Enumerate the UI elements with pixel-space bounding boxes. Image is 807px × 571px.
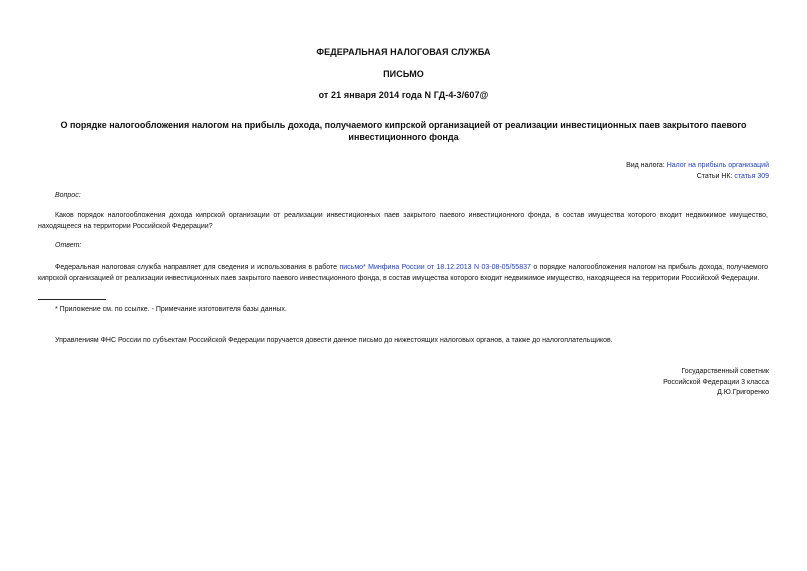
tax-type-link[interactable]: Налог на прибыль организаций — [666, 162, 769, 169]
document-title: О порядке налогообложения налогом на прибыль дохода, получаемого кипрской организацией от реализации инвестиционных паев закрытого паевого инвестиционного фонда — [60, 120, 747, 142]
answer-text-after: о порядке налогообложения налогом на прибыль дохода, получаемого кипрской организацией от реализации инвестиционных паев закрытого паевого инвестиционного фонда, в состав имущества которого входит недвижимое имущество, находящееся на территории Российской Федерации. — [38, 264, 768, 282]
answer-text-before: Федеральная налоговая служба направляет для сведения и использования в работе — [55, 264, 340, 271]
question-text: Каков порядок налогообложения дохода кипрской организации от реализации инвестиционных паев закрытого паевого инвестиционного фонда, в состав имущества которого входит недвижимое имущество, находящееся на территории Российской Федерации? — [38, 212, 768, 230]
tax-type-line — [626, 160, 769, 171]
signature-title: Государственный советник — [681, 368, 769, 375]
nk-articles-line — [697, 171, 769, 182]
footnote-divider — [38, 299, 106, 300]
signature-block — [663, 367, 769, 399]
answer-text — [38, 263, 768, 284]
signature-rank: Российской Федерации 3 класса — [663, 378, 769, 386]
minfin-letter-link[interactable]: письмо* Минфина России от 18.12.2013 N 03-08-05/55837 — [339, 264, 531, 271]
footnote-text: * Приложение см. по ссылке. - Примечание изготовителя базы данных. — [55, 306, 287, 313]
tax-type-label: Вид налога: — [626, 162, 667, 169]
agency-heading: ФЕДЕРАЛЬНАЯ НАЛОГОВАЯ СЛУЖБА — [316, 47, 491, 57]
nk-articles-label: Статьи НК: — [696, 173, 735, 180]
answer-label: Ответ: — [55, 242, 82, 249]
signature-name: Д.Ю.Григоренко — [717, 389, 769, 396]
nk-article-link[interactable]: статья 309 — [734, 173, 769, 180]
question-label: Вопрос: — [55, 192, 81, 199]
date-number-heading: от 21 января 2014 года N ГД-4-3/607@ — [318, 90, 489, 100]
instruction-text: Управлениям ФНС России по субъектам Российской Федерации поручается довести данное письмо до нижестоящих налоговых органов, а также до налогоплательщиков. — [55, 337, 613, 344]
doc-type-heading: ПИСЬМО — [383, 69, 424, 79]
